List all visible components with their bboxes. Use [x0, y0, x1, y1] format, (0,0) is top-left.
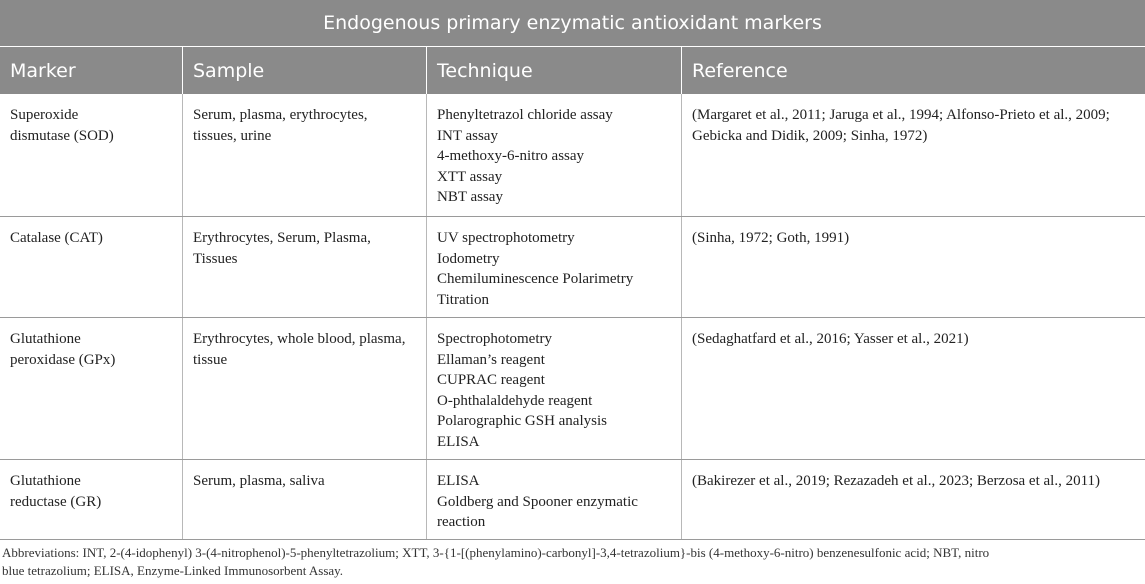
technique-line: Ellaman’s reagent [437, 351, 545, 368]
marker-line: reductase (GR) [10, 493, 102, 510]
technique-line: CUPRAC reagent [437, 372, 545, 389]
technique-line: Titration [437, 291, 489, 308]
technique-line: NBT assay [437, 189, 503, 206]
table-row [0, 318, 1145, 460]
table-footnote [2, 544, 1142, 580]
sample-line: tissue [193, 351, 228, 368]
technique-line: Iodometry [437, 250, 500, 267]
technique-cell [426, 318, 681, 459]
table-header-row [0, 47, 1145, 94]
header-marker: Marker [10, 59, 76, 82]
table-row [0, 460, 1145, 540]
reference-cell [681, 460, 1145, 539]
technique-line: INT assay [437, 127, 498, 144]
footnote-line: Abbreviations: INT, 2-(4-idophenyl) 3-(4-nitrophenol)-5-phenyltetrazolium; XTT, 3-{1-[(phenylamino)-carbonyl]-3,4-tetrazolium}-bis (4-methoxy-6-nitro) benzenesulfonic acid; NBT, nitro [2, 545, 990, 560]
marker-cell [0, 318, 182, 459]
technique-cell [426, 94, 681, 216]
marker-line: dismutase (SOD) [10, 127, 114, 144]
technique-line: ELISA [437, 433, 480, 450]
technique-line: Phenyltetrazol chloride assay [437, 107, 613, 123]
technique-line: Goldberg and Spooner enzymatic [437, 493, 638, 510]
marker-cell [0, 460, 182, 539]
sample-line: Serum, plasma, erythrocytes, [193, 107, 368, 123]
technique-line: reaction [437, 514, 486, 531]
table-row [0, 217, 1145, 318]
sample-line: Serum, plasma, saliva [193, 473, 325, 489]
technique-cell [426, 460, 681, 539]
marker-cell [0, 94, 182, 216]
technique-line: XTT assay [437, 168, 503, 185]
footnote-line: blue tetrazolium; ELISA, Enzyme-Linked Immunosorbent Assay. [2, 563, 344, 578]
header-sample: Sample [182, 47, 426, 94]
sample-cell [182, 217, 426, 317]
marker-line: Glutathione [10, 473, 81, 489]
table-row [0, 94, 1145, 217]
sample-cell [182, 94, 426, 216]
technique-line: Spectrophotometry [437, 331, 552, 347]
technique-line: Chemiluminescence Polarimetry [437, 271, 634, 288]
technique-cell [426, 217, 681, 317]
reference-cell [681, 94, 1145, 216]
sample-line: Erythrocytes, Serum, Plasma, [193, 230, 371, 246]
reference-line: Gebicka and Didik, 2009; Sinha, 1972) [692, 127, 928, 144]
header-technique: Technique [426, 47, 681, 94]
reference-cell [681, 217, 1145, 317]
reference-line: (Margaret et al., 2011; Jaruga et al., 1994; Alfonso-Prieto et al., 2009; [692, 107, 1110, 123]
sample-line: Erythrocytes, whole blood, plasma, [193, 331, 406, 347]
sample-cell [182, 460, 426, 539]
reference-line: (Sinha, 1972; Goth, 1991) [692, 230, 850, 246]
technique-line: ELISA [437, 473, 480, 489]
technique-line: Polarographic GSH analysis [437, 413, 607, 430]
reference-line: (Sedaghatfard et al., 2016; Yasser et al., 2021) [692, 331, 969, 347]
technique-line: O-phthalaldehyde reagent [437, 392, 593, 409]
marker-line: Glutathione [10, 331, 81, 347]
sample-line: Tissues [193, 250, 238, 267]
sample-cell [182, 318, 426, 459]
reference-cell [681, 318, 1145, 459]
table-caption-text: Endogenous primary enzymatic antioxidant markers [323, 12, 822, 34]
reference-line: (Bakirezer et al., 2019; Rezazadeh et al., 2023; Berzosa et al., 2011) [692, 473, 1101, 489]
marker-line: Catalase (CAT) [10, 230, 103, 246]
sample-line: tissues, urine [193, 127, 272, 144]
technique-line: UV spectrophotometry [437, 230, 575, 246]
marker-cell [0, 217, 182, 317]
marker-line: Superoxide [10, 107, 79, 123]
technique-line: 4-methoxy-6-nitro assay [437, 148, 585, 165]
marker-line: peroxidase (GPx) [10, 351, 116, 368]
header-reference: Reference [681, 47, 1145, 94]
table-caption [0, 0, 1145, 47]
